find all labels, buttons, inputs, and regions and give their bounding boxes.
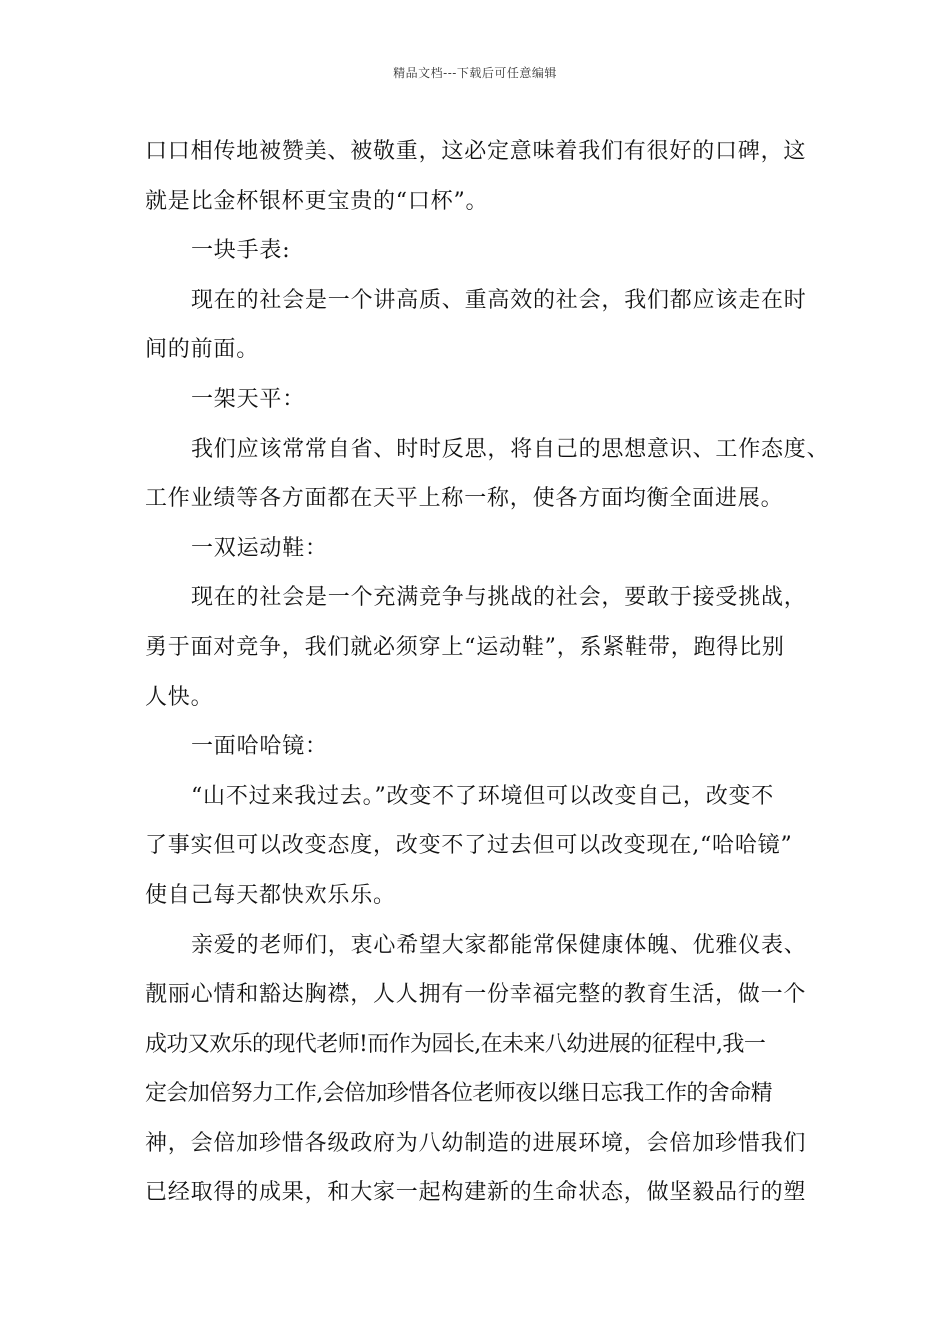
text-line: 了事实但可以改变态度，改变不了过去但可以改变现在,“哈哈镜” (145, 833, 793, 859)
section-heading: 一架天平： (191, 386, 306, 412)
text-line: 神，会倍加珍惜各级政府为八幼制造的进展环境，会倍加珍惜我们 (145, 1130, 807, 1156)
text-line: 勇于面对竞争，我们就必须穿上“运动鞋”，系紧鞋带，跑得比别 (145, 634, 785, 660)
text-line: 使自己每天都快欢乐乐。 (145, 882, 396, 908)
text-line: 已经取得的成果，和大家一起构建新的生命状态，做坚毅品行的塑 (145, 1180, 807, 1206)
text-line: 口口相传地被赞美、被敬重，这必定意味着我们有很好的口碑，这 (145, 139, 807, 164)
text-line: 就是比金杯银杯更宝贵的“口杯”。 (145, 188, 489, 214)
text-line: 人快。 (145, 684, 214, 710)
text-line: 现在的社会是一个充满竞争与挑战的社会，要敢于接受挑战， (191, 585, 807, 611)
text-line: 靓丽心情和豁达胸襟，人人拥有一份幸福完整的教育生活，做一个 (145, 982, 807, 1008)
document-body (145, 127, 830, 1218)
text-line: 亲爱的老师们，衷心希望大家都能常保健康体魄、优雅仪表、 (191, 932, 807, 958)
text-line: 成功又欢乐的现代老师!而作为园长,在未来八幼进展的征程中,我一 (145, 1031, 766, 1057)
section-heading: 一面哈哈镜： (191, 734, 328, 760)
page-header: 精品文档---下载后可任意编辑 (393, 66, 557, 80)
text-line: 我们应该常常自省、时时反思，将自己的思想意识、工作态度、 (191, 436, 830, 462)
text-line: 工作业绩等各方面都在天平上称一称，使各方面均衡全面进展。 (145, 486, 784, 512)
section-heading: 一双运动鞋： (191, 535, 328, 561)
text-line: 定会加倍努力工作,会倍加珍惜各位老师夜以继日忘我工作的舍命精 (145, 1081, 772, 1107)
text-line: 现在的社会是一个讲高质、重高效的社会，我们都应该走在时 (191, 287, 807, 313)
text-line: “山不过来我过去。”改变不了环境但可以改变自己，改变不 (191, 783, 775, 809)
section-heading: 一块手表: (191, 238, 291, 264)
text-line: 间的前面。 (145, 337, 260, 363)
